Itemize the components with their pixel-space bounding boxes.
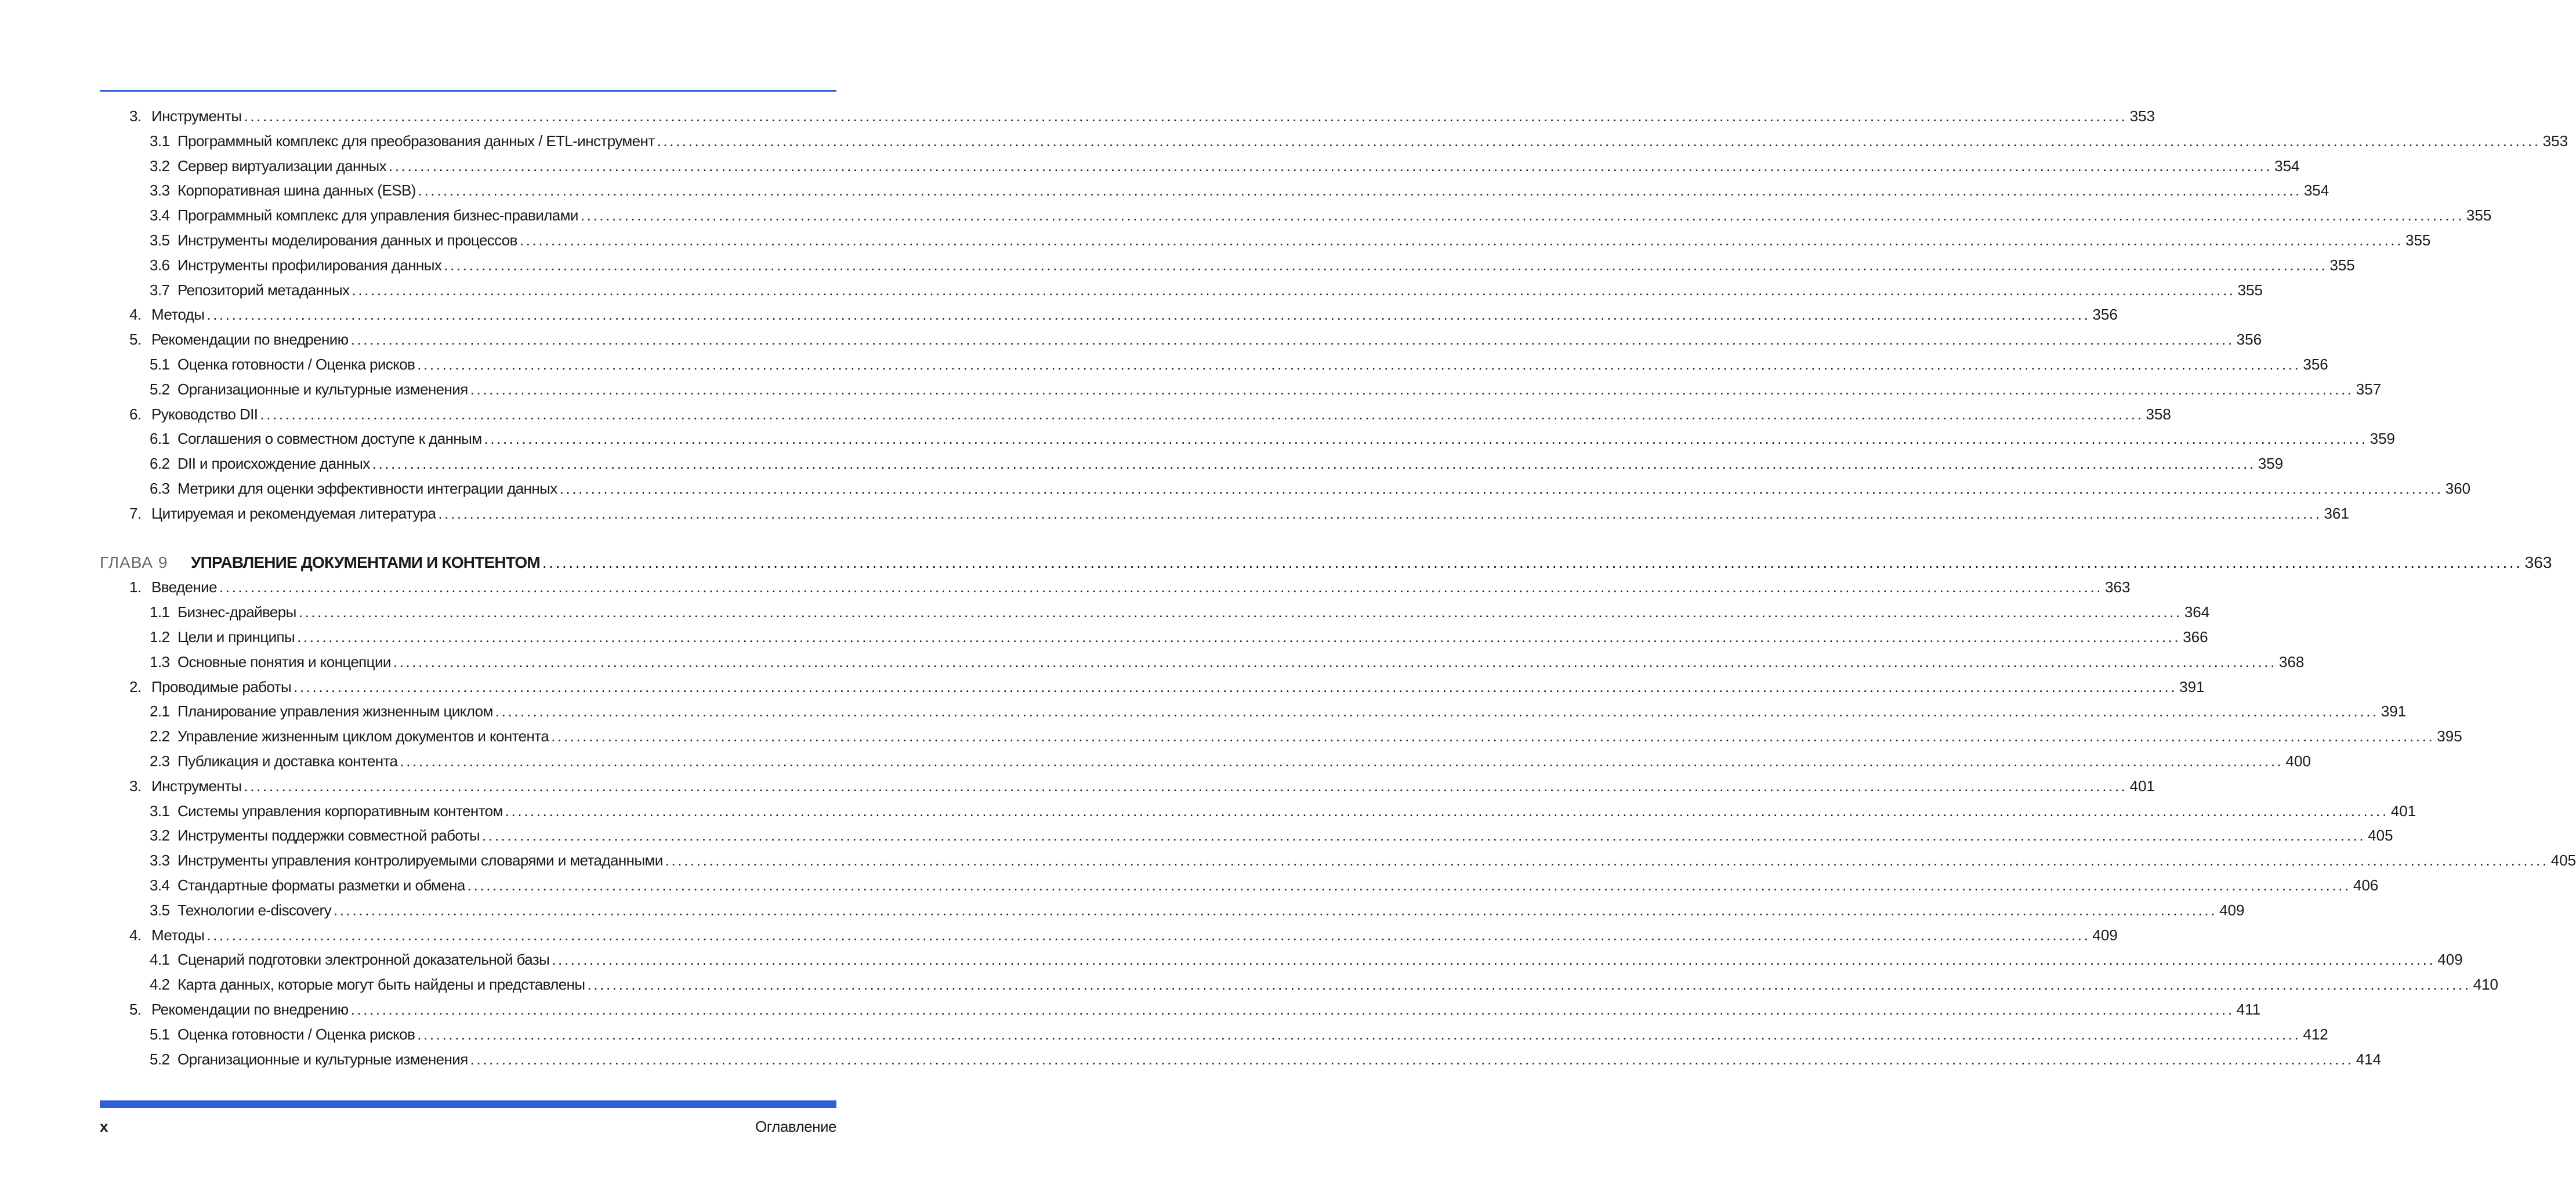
toc-entry-number: 5.1 xyxy=(150,1026,170,1043)
dot-leader: ............................................................................................................................................................................................................................................................................................................ xyxy=(552,951,2436,968)
toc-entry-title: Инструменты моделирования данных и процессов xyxy=(177,231,517,249)
toc-entry-title: Сервер виртуализации данных xyxy=(177,157,387,175)
toc-entry-number: 1. xyxy=(129,578,142,596)
toc-entry-number: 1.3 xyxy=(150,653,170,671)
toc-chapter-entry[interactable] xyxy=(100,551,2552,574)
dot-leader: ............................................................................................................................................................................................................................................................................................................ xyxy=(352,281,2236,299)
toc-entry-page-number: 401 xyxy=(2390,802,2416,820)
dot-leader: ............................................................................................................................................................................................................................................................................................................ xyxy=(470,1051,2354,1068)
toc-entry-title: Руководство DII xyxy=(151,405,258,423)
toc-entry-title: Введение xyxy=(151,578,217,596)
toc-entry-page-number: 366 xyxy=(2183,628,2208,646)
toc-entry-title: Публикация и доставка контента xyxy=(177,752,398,770)
chapter-title: УПРАВЛЕНИЕ ДОКУМЕНТАМИ И КОНТЕНТОМ xyxy=(191,553,540,571)
dot-leader: ............................................................................................................................................................................................................................................................................................................ xyxy=(350,331,2234,348)
toc-entry-number: 3.1 xyxy=(150,802,170,820)
toc-entry[interactable] xyxy=(150,179,2329,202)
toc-entry-page-number: 409 xyxy=(2437,951,2463,968)
toc-entry-page-number: 355 xyxy=(2237,281,2263,299)
dot-leader: ............................................................................................................................................................................................................................................................................................................ xyxy=(350,1001,2234,1018)
dot-leader: ............................................................................................................................................................................................................................................................................................................ xyxy=(206,306,2090,323)
toc-entry-number: 2.1 xyxy=(150,702,170,720)
dot-leader: ............................................................................................................................................................................................................................................................................................................ xyxy=(665,852,2549,869)
dot-leader: ............................................................................................................................................................................................................................................................................................................ xyxy=(417,356,2301,373)
toc-entry[interactable] xyxy=(150,1048,2382,1071)
dot-leader: ............................................................................................................................................................................................................................................................................................................ xyxy=(542,553,2523,571)
dot-leader: ............................................................................................................................................................................................................................................................................................................ xyxy=(559,480,2443,497)
toc-entry-title: Стандартные форматы разметки и обмена xyxy=(177,876,465,894)
toc-entry-page-number: 405 xyxy=(2368,827,2393,844)
footer-rule xyxy=(100,1100,836,1108)
toc-entry-number: 6.1 xyxy=(150,430,170,447)
toc-entry-number: 4. xyxy=(129,926,142,944)
toc-entry-number: 3.2 xyxy=(150,157,170,175)
toc-entry-title: Сценарий подготовки электронной доказательной базы xyxy=(177,951,550,968)
toc-entry-page-number: 409 xyxy=(2219,901,2245,919)
toc-entry-page-number: 356 xyxy=(2092,306,2118,323)
toc-entry-title: Программный комплекс для управления бизнес-правилами xyxy=(177,207,578,224)
toc-entry[interactable] xyxy=(129,303,2118,326)
dot-leader: ............................................................................................................................................................................................................................................................................................................ xyxy=(444,256,2328,274)
toc-entry-title: Оценка готовности / Оценка рисков xyxy=(177,356,415,373)
toc-entry-title: Системы управления корпоративным контентом xyxy=(177,802,503,820)
toc-entry[interactable] xyxy=(150,129,2568,153)
dot-leader: ............................................................................................................................................................................................................................................................................................................ xyxy=(587,976,2471,993)
toc-entry-page-number: 400 xyxy=(2285,752,2311,770)
toc-entry-page-number: 410 xyxy=(2473,976,2498,993)
toc-entry-title: Цели и принципы xyxy=(177,628,295,646)
dot-leader: ............................................................................................................................................................................................................................................................................................................ xyxy=(467,876,2351,894)
toc-entry-number: 3.5 xyxy=(150,901,170,919)
toc-entry[interactable] xyxy=(150,650,2305,673)
toc-entry-page-number: 361 xyxy=(2324,505,2349,522)
dot-leader: ............................................................................................................................................................................................................................................................................................................ xyxy=(438,505,2322,522)
toc-entry-page-number: 354 xyxy=(2303,182,2329,199)
toc-entry-page-number: 412 xyxy=(2303,1026,2328,1043)
toc-entry[interactable] xyxy=(150,353,2328,376)
toc-entry-title: Метрики для оценки эффективности интеграции данных xyxy=(177,480,557,497)
dot-leader: ............................................................................................................................................................................................................................................................................................................ xyxy=(372,455,2256,472)
toc-entry-number: 3.6 xyxy=(150,256,170,274)
page-number: x xyxy=(100,1118,108,1135)
toc-entry-page-number: 359 xyxy=(2258,455,2284,472)
toc-entry-page-number: 356 xyxy=(2236,331,2262,348)
toc-entry-number: 3.4 xyxy=(150,207,170,224)
toc-entry-title: Инструменты поддержки совместной работы xyxy=(177,827,480,844)
toc-entry-title: Инструменты xyxy=(151,777,242,795)
toc-entry[interactable] xyxy=(150,725,2462,748)
toc-entry-title: Корпоративная шина данных (ESB) xyxy=(177,182,416,199)
dot-leader: ............................................................................................................................................................................................................................................................................................................ xyxy=(580,207,2464,224)
dot-leader: ............................................................................................................................................................................................................................................................................................................ xyxy=(393,653,2277,671)
toc-entry-page-number: 356 xyxy=(2303,356,2328,373)
dot-leader: ............................................................................................................................................................................................................................................................................................................ xyxy=(219,578,2103,596)
dot-leader: ............................................................................................................................................................................................................................................................................................................ xyxy=(244,777,2128,795)
toc-entry[interactable] xyxy=(150,229,2431,252)
toc-entry[interactable] xyxy=(129,328,2262,351)
toc-entry-number: 4. xyxy=(129,306,142,323)
toc-entry-title: Программный комплекс для преобразования данных / ETL-инструмент xyxy=(177,132,655,150)
toc-entry[interactable] xyxy=(150,824,2393,847)
toc-entry-page-number: 409 xyxy=(2092,926,2118,944)
toc-entry-title: Основные понятия и концепции xyxy=(177,653,391,671)
toc-entry-title: Соглашения о совместном доступе к данным xyxy=(177,430,482,447)
toc-entry-title: Проводимые работы xyxy=(151,678,292,696)
toc-entry-page-number: 405 xyxy=(2550,852,2576,869)
toc-entry[interactable] xyxy=(150,899,2245,922)
toc-entry-title: Цитируемая и рекомендуемая литература xyxy=(151,505,436,522)
toc-entry[interactable] xyxy=(150,378,2382,401)
dot-leader: ............................................................................................................................................................................................................................................................................................................ xyxy=(298,603,2182,621)
toc-entry-number: 2.3 xyxy=(150,752,170,770)
toc-entry-number: 3.5 xyxy=(150,231,170,249)
toc-entry-number: 2. xyxy=(129,678,142,696)
toc-entry-number: 3.2 xyxy=(150,827,170,844)
toc-entry[interactable] xyxy=(129,104,2155,128)
toc-entry-number: 3.3 xyxy=(150,182,170,199)
toc-entry-number: 6.2 xyxy=(150,455,170,472)
toc-entry-number: 3. xyxy=(129,107,142,125)
toc-entry-page-number: 360 xyxy=(2445,480,2471,497)
toc-entry[interactable] xyxy=(150,278,2263,302)
toc-entry-number: 3.3 xyxy=(150,852,170,869)
toc-entry-page-number: 353 xyxy=(2542,132,2568,150)
toc-entry-number: 5. xyxy=(129,1001,142,1018)
dot-leader: ............................................................................................................................................................................................................................................................................................................ xyxy=(505,802,2389,820)
toc-entry-title: Репозиторий метаданных xyxy=(177,281,350,299)
toc-entry-number: 5. xyxy=(129,331,142,348)
toc-entry-title: DII и происхождение данных xyxy=(177,455,370,472)
toc-entry-page-number: 363 xyxy=(2105,578,2131,596)
toc-entry-page-number: 414 xyxy=(2356,1051,2382,1068)
dot-leader: ............................................................................................................................................................................................................................................................................................................ xyxy=(389,157,2273,175)
toc-entry-number: 4.1 xyxy=(150,951,170,968)
dot-leader: ............................................................................................................................................................................................................................................................................................................ xyxy=(551,727,2435,745)
toc-entry[interactable] xyxy=(150,849,2576,872)
toc-entry[interactable] xyxy=(150,600,2210,624)
toc-entry[interactable] xyxy=(129,575,2131,599)
toc-entry-title: Методы xyxy=(151,306,205,323)
dot-leader: ............................................................................................................................................................................................................................................................................................................ xyxy=(244,107,2128,125)
toc-entry[interactable] xyxy=(129,923,2118,947)
toc-entry-title: Рекомендации по внедрению xyxy=(151,331,349,348)
toc-entry[interactable] xyxy=(129,998,2261,1021)
dot-leader: ............................................................................................................................................................................................................................................................................................................ xyxy=(260,405,2144,423)
toc-entry-page-number: 391 xyxy=(2381,702,2407,720)
toc-entry-title: Организационные и культурные изменения xyxy=(177,381,468,398)
toc-entry[interactable] xyxy=(150,452,2284,475)
toc-entry-number: 7. xyxy=(129,505,142,522)
toc-entry-number: 3. xyxy=(129,777,142,795)
toc-entry-page-number: 357 xyxy=(2356,381,2382,398)
dot-leader: ............................................................................................................................................................................................................................................................................................................ xyxy=(418,182,2302,199)
toc-entry-number: 5.1 xyxy=(150,356,170,373)
toc-entry-number: 3.4 xyxy=(150,876,170,894)
toc-entry-number: 5.2 xyxy=(150,1051,170,1068)
toc-entry-title: Управление жизненным циклом документов и контента xyxy=(177,727,549,745)
toc-entry[interactable] xyxy=(150,204,2492,227)
toc-entry-title: Планирование управления жизненным циклом xyxy=(177,702,493,720)
toc-entry[interactable] xyxy=(129,774,2155,798)
running-footer-title: Оглавление xyxy=(755,1118,836,1135)
toc-entry[interactable] xyxy=(150,154,2300,178)
toc-entry[interactable] xyxy=(150,625,2208,649)
toc-entry[interactable] xyxy=(150,700,2407,723)
toc-entry-page-number: 364 xyxy=(2184,603,2210,621)
toc-entry-number: 6.3 xyxy=(150,480,170,497)
toc-entry-number: 2.2 xyxy=(150,727,170,745)
toc-entry-page-number: 401 xyxy=(2129,777,2155,795)
dot-leader: ............................................................................................................................................................................................................................................................................................................ xyxy=(417,1026,2301,1043)
toc-entry[interactable] xyxy=(150,874,2379,897)
dot-leader: ............................................................................................................................................................................................................................................................................................................ xyxy=(400,752,2284,770)
toc-entry-page-number: 391 xyxy=(2179,678,2205,696)
toc-entry[interactable] xyxy=(150,477,2471,500)
toc-entry-page-number: 355 xyxy=(2329,256,2355,274)
toc-entry-page-number: 368 xyxy=(2278,653,2305,671)
toc-entry-number: 1.1 xyxy=(150,603,170,621)
toc-entry-title: Организационные и культурные изменения xyxy=(177,1051,468,1068)
toc-entry-title: Рекомендации по внедрению xyxy=(151,1001,349,1018)
dot-leader: ............................................................................................................................................................................................................................................................................................................ xyxy=(484,430,2368,447)
toc-entry-page-number: 395 xyxy=(2437,727,2462,745)
toc-entry-number: 3.1 xyxy=(150,132,170,150)
toc-entry[interactable] xyxy=(150,973,2498,996)
toc-entry-title: Оценка готовности / Оценка рисков xyxy=(177,1026,415,1043)
toc-entry-page-number: 355 xyxy=(2405,231,2431,249)
toc-entry-page-number: 363 xyxy=(2524,553,2552,571)
toc-entry-page-number: 359 xyxy=(2370,430,2395,447)
dot-leader: ............................................................................................................................................................................................................................................................................................................ xyxy=(206,926,2090,944)
toc-entry-page-number: 406 xyxy=(2353,876,2379,894)
toc-entry-title: Инструменты профилирования данных xyxy=(177,256,442,274)
toc-entry-title: Методы xyxy=(151,926,205,944)
dot-leader: ............................................................................................................................................................................................................................................................................................................ xyxy=(482,827,2366,844)
toc-entry-number: 1.2 xyxy=(150,628,170,646)
toc-entry[interactable] xyxy=(129,502,2349,525)
toc-entry-page-number: 355 xyxy=(2466,207,2492,224)
toc-entry-number: 5.2 xyxy=(150,381,170,398)
toc-entry-number: 6. xyxy=(129,405,142,423)
toc-entry-title: Технологии e-discovery xyxy=(177,901,331,919)
toc-entry[interactable] xyxy=(150,253,2355,277)
dot-leader: ............................................................................................................................................................................................................................................................................................................ xyxy=(470,381,2354,398)
toc-entry[interactable] xyxy=(129,403,2171,426)
toc-entry[interactable] xyxy=(150,427,2395,450)
dot-leader: ............................................................................................................................................................................................................................................................................................................ xyxy=(657,132,2541,150)
header-rule xyxy=(100,90,836,92)
toc-entry[interactable] xyxy=(150,1023,2328,1046)
dot-leader: ............................................................................................................................................................................................................................................................................................................ xyxy=(294,678,2178,696)
toc-entry-page-number: 354 xyxy=(2274,157,2300,175)
toc-entry-title: Инструменты управления контролируемыми словарями и метаданными xyxy=(177,852,663,869)
toc-entry[interactable] xyxy=(150,749,2311,773)
toc-entry-title: Бизнес-драйверы xyxy=(177,603,296,621)
toc-entry-page-number: 358 xyxy=(2146,405,2171,423)
toc-entry-page-number: 353 xyxy=(2129,107,2155,125)
dot-leader: ............................................................................................................................................................................................................................................................................................................ xyxy=(495,702,2379,720)
toc-entry-title: Инструменты xyxy=(151,107,242,125)
toc-entry[interactable] xyxy=(150,948,2463,971)
toc-entry-number: 4.2 xyxy=(150,976,170,993)
dot-leader: ............................................................................................................................................................................................................................................................................................................ xyxy=(297,628,2181,646)
toc-entry[interactable] xyxy=(150,799,2416,823)
toc-entry-title: Карта данных, которые могут быть найдены и представлены xyxy=(177,976,585,993)
toc-entry[interactable] xyxy=(129,675,2205,698)
toc-entry-page-number: 411 xyxy=(2236,1001,2261,1018)
toc-entry-number: 3.7 xyxy=(150,281,170,299)
dot-leader: ............................................................................................................................................................................................................................................................................................................ xyxy=(333,901,2218,919)
chapter-label: ГЛАВА 9 xyxy=(100,553,168,571)
dot-leader: ............................................................................................................................................................................................................................................................................................................ xyxy=(519,231,2403,249)
